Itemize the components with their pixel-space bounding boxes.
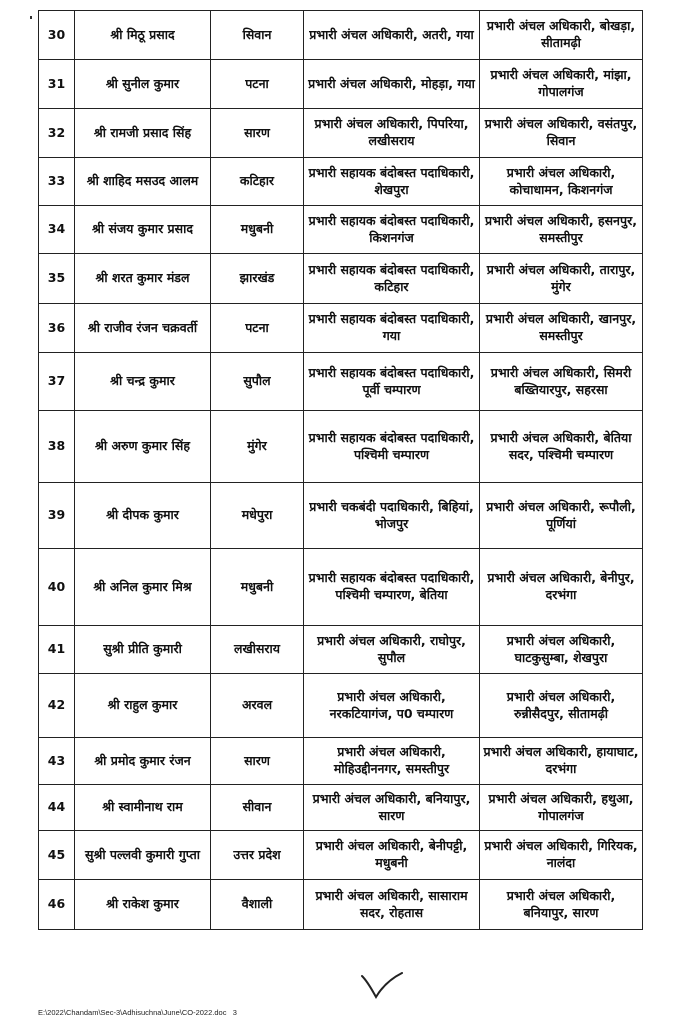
table-row xyxy=(39,549,643,626)
cell-from: प्रभारी अंचल अधिकारी, अतरी, गया xyxy=(304,11,480,60)
cell-name: सुश्री पल्लवी कुमारी गुप्ता xyxy=(75,831,211,880)
table-row xyxy=(39,483,643,549)
cell-name: श्री शरत कुमार मंडल xyxy=(75,254,211,304)
cell-name: श्री शाहिद मसउद आलम xyxy=(75,158,211,206)
table-row xyxy=(39,158,643,206)
transfer-table-body xyxy=(39,11,643,930)
cell-from: प्रभारी अंचल अधिकारी, मोहिउद्दीननगर, समस्तीपुर xyxy=(304,738,480,785)
cell-name: श्री रामजी प्रसाद सिंह xyxy=(75,109,211,158)
cell-district: मधुबनी xyxy=(211,206,304,254)
cell-sn: 31 xyxy=(39,60,75,109)
table-row xyxy=(39,831,643,880)
cell-name: श्री राकेश कुमार xyxy=(75,880,211,930)
cell-district: सिवान xyxy=(211,11,304,60)
cell-to: प्रभारी अंचल अधिकारी, मांझा, गोपालगंज xyxy=(480,60,643,109)
cell-sn: 41 xyxy=(39,626,75,674)
cell-sn: 36 xyxy=(39,304,75,353)
cell-to: प्रभारी अंचल अधिकारी, खानपुर, समस्तीपुर xyxy=(480,304,643,353)
cell-name: सुश्री प्रीति कुमारी xyxy=(75,626,211,674)
cell-district: अरवल xyxy=(211,674,304,738)
cell-district: कटिहार xyxy=(211,158,304,206)
cell-name: श्री मिठू प्रसाद xyxy=(75,11,211,60)
cell-to: प्रभारी अंचल अधिकारी, हथुआ, गोपालगंज xyxy=(480,785,643,831)
cell-from: प्रभारी अंचल अधिकारी, बनियापुर, सारण xyxy=(304,785,480,831)
table-row xyxy=(39,785,643,831)
cell-to: प्रभारी अंचल अधिकारी, हसनपुर, समस्तीपुर xyxy=(480,206,643,254)
cell-from: प्रभारी सहायक बंदोबस्त पदाधिकारी, कटिहार xyxy=(304,254,480,304)
cell-district: सारण xyxy=(211,738,304,785)
cell-name: श्री अनिल कुमार मिश्र xyxy=(75,549,211,626)
cell-to: प्रभारी अंचल अधिकारी, रूपौली, पूर्णियां xyxy=(480,483,643,549)
cell-to: प्रभारी अंचल अधिकारी, रुन्नीसैदपुर, सीतामढ़ी xyxy=(480,674,643,738)
table-row xyxy=(39,738,643,785)
table-row xyxy=(39,626,643,674)
cell-sn: 38 xyxy=(39,411,75,483)
table-row xyxy=(39,674,643,738)
cell-to: प्रभारी अंचल अधिकारी, तारापुर, मुंगेर xyxy=(480,254,643,304)
cell-sn: 33 xyxy=(39,158,75,206)
footer-page-number: 3 xyxy=(232,1008,237,1017)
cell-name: श्री राजीव रंजन चक्रवर्ती xyxy=(75,304,211,353)
cell-sn: 43 xyxy=(39,738,75,785)
cell-district: पटना xyxy=(211,60,304,109)
table-row xyxy=(39,254,643,304)
cell-from: प्रभारी अंचल अधिकारी, मोहड़ा, गया xyxy=(304,60,480,109)
cell-from: प्रभारी अंचल अधिकारी, राघोपुर, सुपौल xyxy=(304,626,480,674)
cell-district: पटना xyxy=(211,304,304,353)
cell-name: श्री सुनील कुमार xyxy=(75,60,211,109)
cell-name: श्री राहुल कुमार xyxy=(75,674,211,738)
table-row xyxy=(39,304,643,353)
cell-from: प्रभारी सहायक बंदोबस्त पदाधिकारी, पश्चिमी चम्पारण, बेतिया xyxy=(304,549,480,626)
table-row xyxy=(39,880,643,930)
cell-to: प्रभारी अंचल अधिकारी, घाटकुसुम्बा, शेखपुरा xyxy=(480,626,643,674)
table-row xyxy=(39,411,643,483)
signature-tick-mark xyxy=(360,972,404,1000)
cell-to: प्रभारी अंचल अधिकारी, बोखड़ा, सीतामढ़ी xyxy=(480,11,643,60)
cell-district: मुंगेर xyxy=(211,411,304,483)
cell-to: प्रभारी अंचल अधिकारी, बनियापुर, सारण xyxy=(480,880,643,930)
cell-to: प्रभारी अंचल अधिकारी, हायाघाट, दरभंगा xyxy=(480,738,643,785)
cell-name: श्री स्वामीनाथ राम xyxy=(75,785,211,831)
cell-district: मधुबनी xyxy=(211,549,304,626)
cell-name: श्री दीपक कुमार xyxy=(75,483,211,549)
table-row xyxy=(39,109,643,158)
cell-district: वैशाली xyxy=(211,880,304,930)
cell-from: प्रभारी अंचल अधिकारी, बेनीपट्टी, मधुबनी xyxy=(304,831,480,880)
cell-sn: 34 xyxy=(39,206,75,254)
cell-to: प्रभारी अंचल अधिकारी, वसंतपुर, सिवान xyxy=(480,109,643,158)
cell-district: उत्तर प्रदेश xyxy=(211,831,304,880)
table-row xyxy=(39,353,643,411)
cell-sn: 46 xyxy=(39,880,75,930)
cell-district: सारण xyxy=(211,109,304,158)
cell-from: प्रभारी सहायक बंदोबस्त पदाधिकारी, पश्चिमी चम्पारण xyxy=(304,411,480,483)
cell-to: प्रभारी अंचल अधिकारी, गिरियक, नालंदा xyxy=(480,831,643,880)
cell-district: झारखंड xyxy=(211,254,304,304)
cell-to: प्रभारी अंचल अधिकारी, बेतिया सदर, पश्चिमी चम्पारण xyxy=(480,411,643,483)
table-row xyxy=(39,60,643,109)
cell-district: लखीसराय xyxy=(211,626,304,674)
cell-name: श्री प्रमोद कुमार रंजन xyxy=(75,738,211,785)
cell-name: श्री अरुण कुमार सिंह xyxy=(75,411,211,483)
cell-name: श्री संजय कुमार प्रसाद xyxy=(75,206,211,254)
cell-from: प्रभारी चकबंदी पदाधिकारी, बिहियां, भोजपुर xyxy=(304,483,480,549)
footer-file-path xyxy=(38,1008,237,1017)
cell-to: प्रभारी अंचल अधिकारी, बेनीपुर, दरभंगा xyxy=(480,549,643,626)
cell-to: प्रभारी अंचल अधिकारी, कोचाधामन, किशनगंज xyxy=(480,158,643,206)
cell-sn: 30 xyxy=(39,11,75,60)
cell-name: श्री चन्द्र कुमार xyxy=(75,353,211,411)
cell-from: प्रभारी सहायक बंदोबस्त पदाधिकारी, किशनगंज xyxy=(304,206,480,254)
cell-sn: 37 xyxy=(39,353,75,411)
cell-from: प्रभारी अंचल अधिकारी, पिपरिया, लखीसराय xyxy=(304,109,480,158)
table-row xyxy=(39,11,643,60)
table-row xyxy=(39,206,643,254)
transfer-table xyxy=(38,10,643,930)
scan-mark xyxy=(30,16,32,19)
cell-district: सीवान xyxy=(211,785,304,831)
footer-path: E:\2022\Chandam\Sec-3\Adhisuchna\June\CO-2022.doc xyxy=(38,1008,227,1017)
cell-from: प्रभारी अंचल अधिकारी, नरकटियागंज, प0 चम्पारण xyxy=(304,674,480,738)
cell-district: सुपौल xyxy=(211,353,304,411)
cell-to: प्रभारी अंचल अधिकारी, सिमरी बख्तियारपुर, सहरसा xyxy=(480,353,643,411)
cell-from: प्रभारी सहायक बंदोबस्त पदाधिकारी, पूर्वी चम्पारण xyxy=(304,353,480,411)
cell-from: प्रभारी अंचल अधिकारी, सासाराम सदर, रोहतास xyxy=(304,880,480,930)
cell-sn: 40 xyxy=(39,549,75,626)
cell-district: मधेपुरा xyxy=(211,483,304,549)
cell-sn: 32 xyxy=(39,109,75,158)
cell-sn: 39 xyxy=(39,483,75,549)
cell-sn: 44 xyxy=(39,785,75,831)
cell-sn: 42 xyxy=(39,674,75,738)
cell-from: प्रभारी सहायक बंदोबस्त पदाधिकारी, शेखपुरा xyxy=(304,158,480,206)
cell-sn: 45 xyxy=(39,831,75,880)
cell-sn: 35 xyxy=(39,254,75,304)
cell-from: प्रभारी सहायक बंदोबस्त पदाधिकारी, गया xyxy=(304,304,480,353)
